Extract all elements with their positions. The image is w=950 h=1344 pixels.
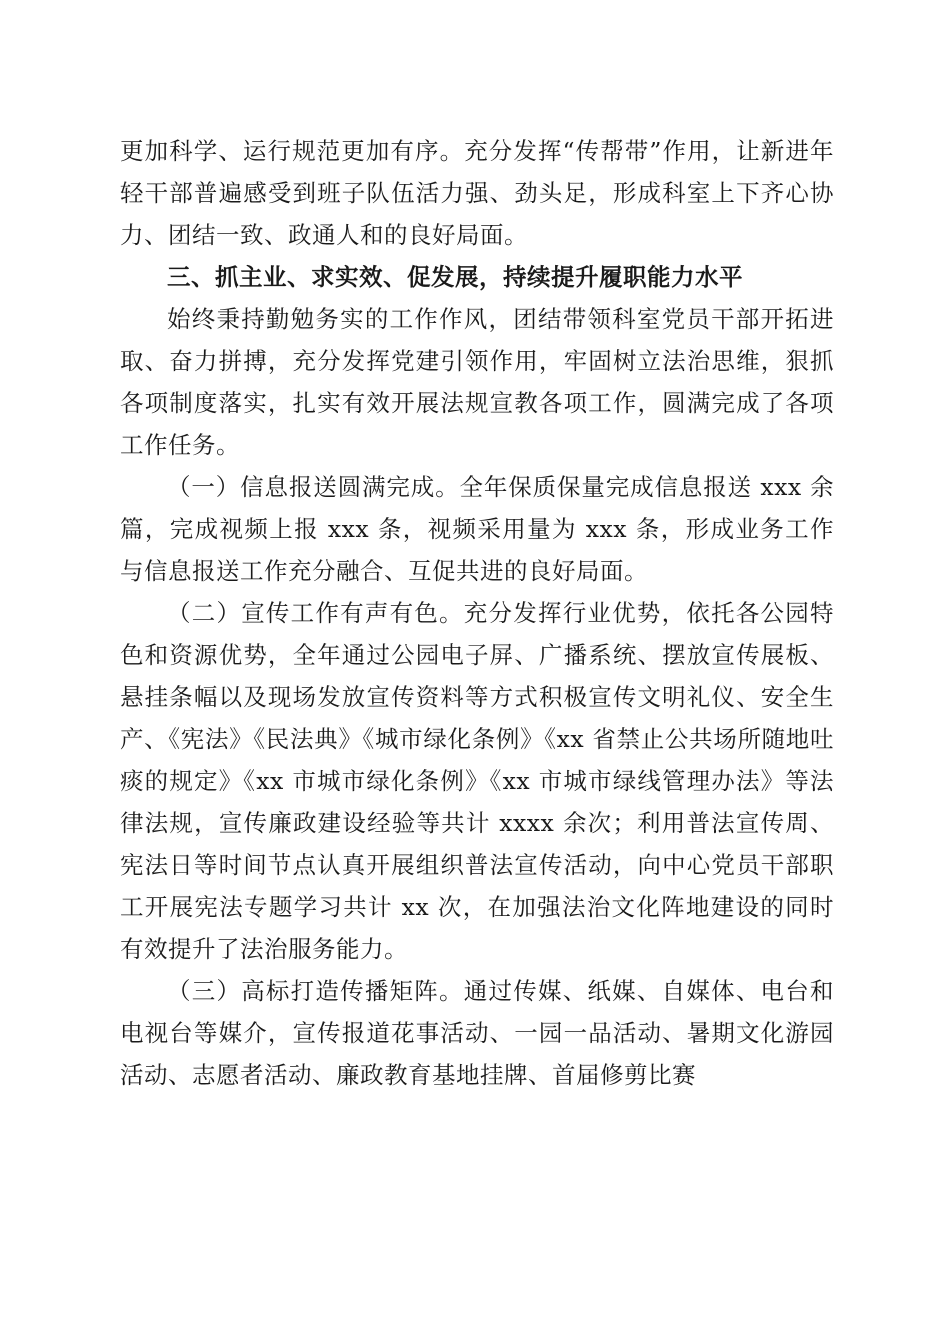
subsection-text-2: 充分发挥行业优势，依托各公园特色和资源优势，全年通过公园电子屏、广播系统、摆放宣传展板、悬挂条幅以及现场发放宣传资料等方式积极宣传文明礼仪、安全生产、《宪法》《民法典》《城市绿化条例》《xx 省禁止公共场所随地吐痰的规定》《xx 市城市绿化条例》《xx 市城市绿线管理办法》等法律法规，宣传廉政建设经验等共计 xxxx 余次；利用普法宣传周、宪法日等时间节点认真开展组织普法宣传活动，向中心党员干部职工开展宪法专题学习共计 xx 次，在加强法治文化阵地建设的同时有效提升了法治服务能力。 <box>120 599 835 963</box>
continuation-paragraph: 更加科学、运行规范更加有序。充分发挥“传帮带”作用，让新进年轻干部普遍感受到班子队伍活力强、劲头足，形成科室上下齐心协力、团结一致、政通人和的良好局面。 <box>120 137 834 249</box>
subsection-text-1: 全年保质保量完成信息报送 xxx 余篇，完成视频上报 xxx 条，视频采用量为 xxx 条，形成业务工作与信息报送工作充分融合、互促共进的良好局面。 <box>120 473 835 585</box>
subsection-title-3: （三）高标打造传播矩阵。 <box>167 977 464 1005</box>
subsection-title-1: （一）信息报送圆满完成。 <box>167 473 460 501</box>
subsection-title-2: （二）宣传工作有声有色。 <box>167 599 464 627</box>
section-intro-paragraph: 始终秉持勤勉务实的工作作风，团结带领科室党员干部开拓进取、奋力拼搏，充分发挥党建引领作用，牢固树立法治思维，狠抓各项制度落实，扎实有效开展法规宣教各项工作，圆满完成了各项工作任务。 <box>120 305 834 459</box>
subsection-paragraph-2 <box>120 592 834 970</box>
subsection-text-3: 通过传媒、纸媒、自媒体、电台和电视台等媒介，宣传报道花事活动、一园一品活动、暑期文化游园活动、志愿者活动、廉政教育基地挂牌、首届修剪比赛 <box>120 977 835 1089</box>
subsection-paragraph-1 <box>120 466 834 592</box>
document-body <box>120 130 834 1096</box>
subsection-paragraph-3 <box>120 970 834 1096</box>
section-heading: 三、抓主业、求实效、促发展，持续提升履职能力水平 <box>167 263 743 291</box>
